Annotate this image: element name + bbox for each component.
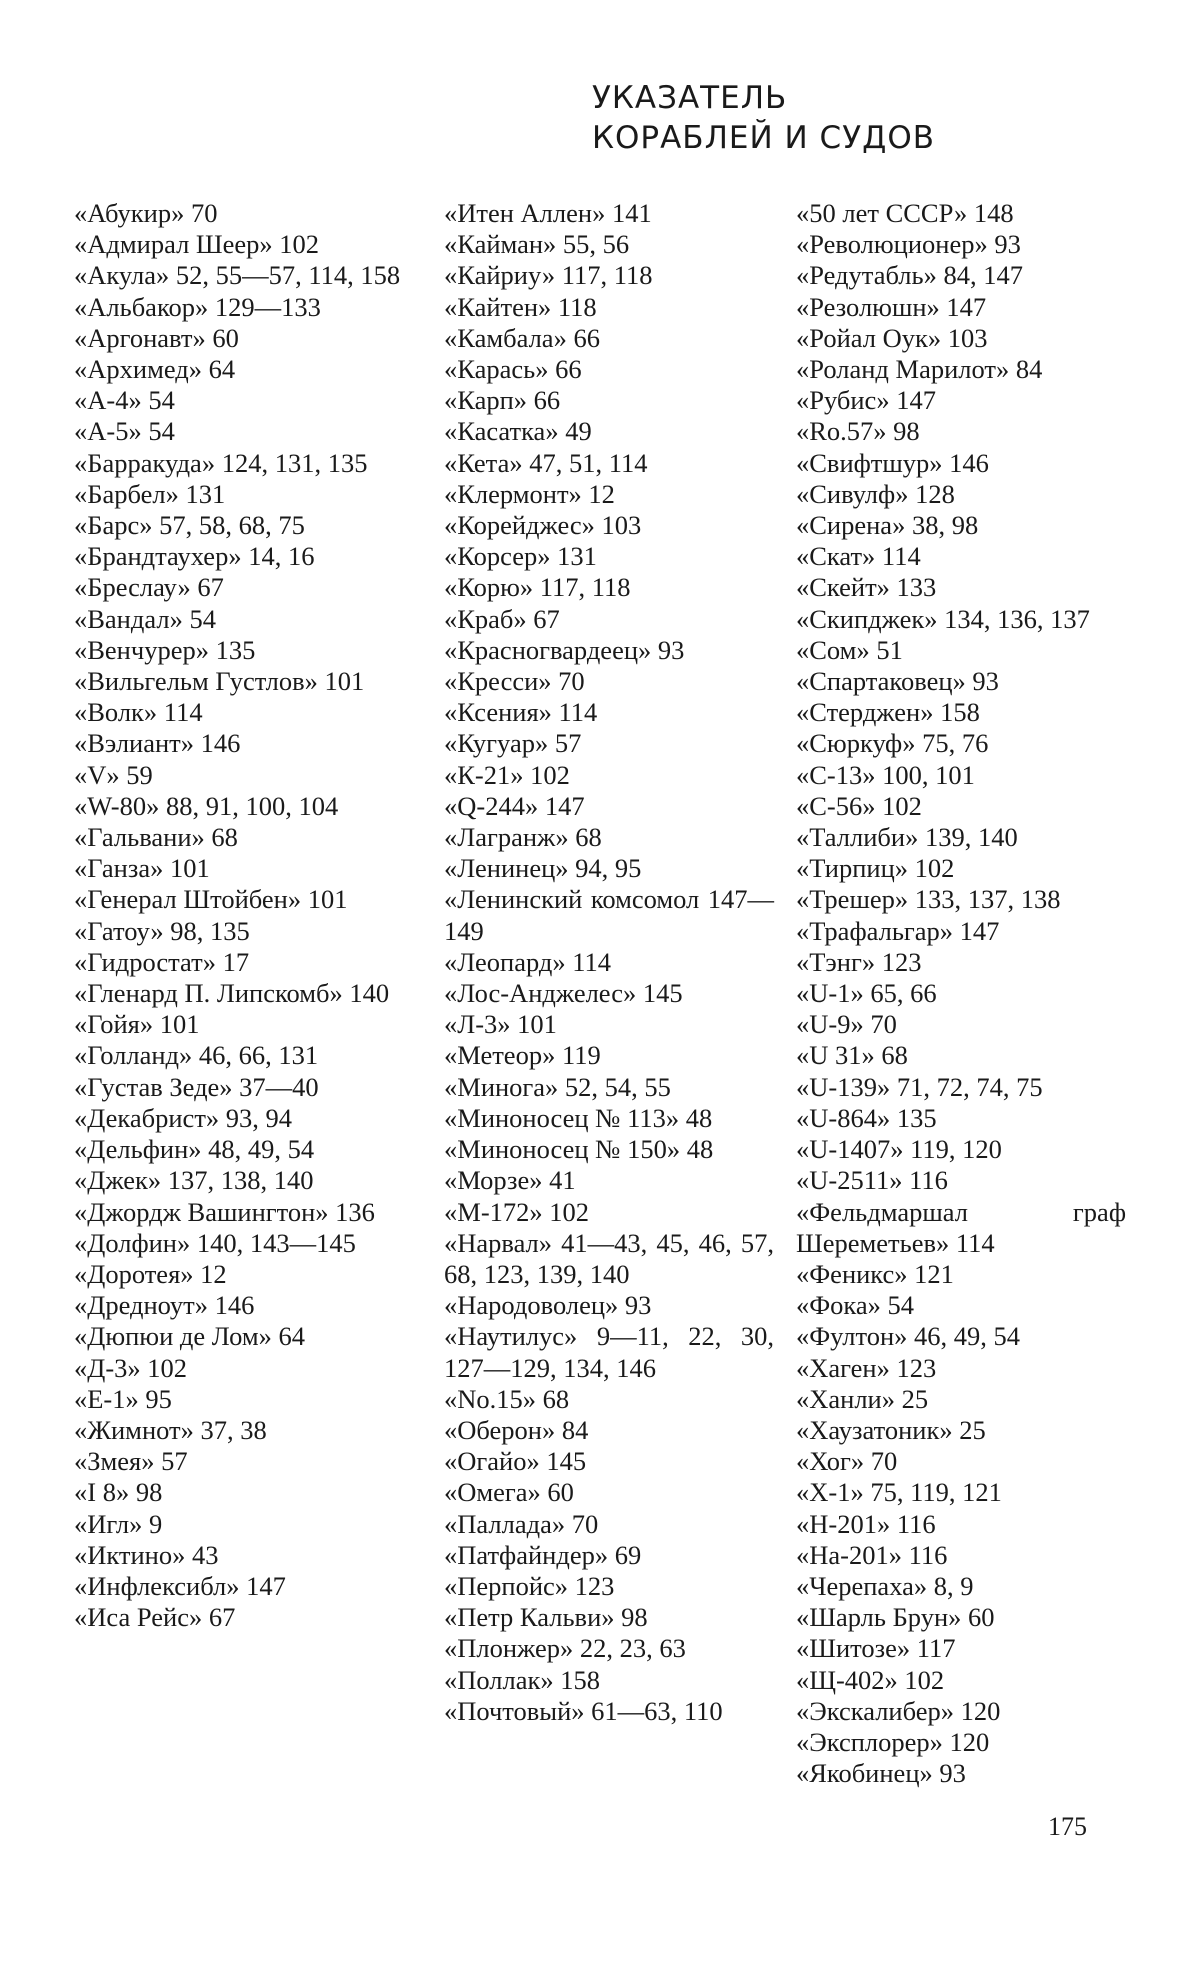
index-entry: «Перпойс» 123 bbox=[444, 1570, 615, 1601]
index-entry: «Ройал Оук» 103 bbox=[796, 322, 988, 353]
index-entry: «W-80» 88, 91, 100, 104 bbox=[74, 790, 339, 821]
page-number: 175 bbox=[1048, 1812, 1087, 1841]
index-entry: «U-1» 65, 66 bbox=[796, 978, 937, 1009]
index-entry: «А-5» 54 bbox=[74, 416, 175, 447]
index-entry: «Абукир» 70 bbox=[74, 198, 218, 228]
index-entry: «Морзе» 41 bbox=[444, 1165, 576, 1196]
index-entry: «Лагранж» 68 bbox=[444, 822, 602, 853]
index-entry: «Хог» 70 bbox=[796, 1446, 898, 1477]
index-entry: «К-21» 102 bbox=[444, 759, 570, 790]
index-entry: «Волк» 114 bbox=[74, 697, 203, 728]
index-entry: «Ленинский комсомол 147—149 bbox=[444, 884, 774, 946]
index-entry: «Тэнг» 123 bbox=[796, 946, 922, 977]
index-entry: «Декабрист» 93, 94 bbox=[74, 1102, 293, 1133]
index-entry: «Игл» 9 bbox=[74, 1508, 163, 1539]
index-entry: «Метеор» 119 bbox=[444, 1040, 601, 1071]
index-entry: «Хаузатоник» 25 bbox=[796, 1414, 986, 1445]
index-entry: «Клермонт» 12 bbox=[444, 478, 615, 509]
index-column-3 bbox=[796, 198, 1126, 1789]
index-entry: «Архимед» 64 bbox=[74, 354, 236, 385]
index-entry: «Краб» 67 bbox=[444, 603, 560, 634]
index-entry: «Скипджек» 134, 136, 137 bbox=[796, 603, 1090, 634]
index-entry: «Скейт» 133 bbox=[796, 572, 937, 603]
index-entry: «Адмирал Шеер» 102 bbox=[74, 229, 320, 260]
index-entry: «Ганза» 101 bbox=[74, 853, 210, 884]
index-entry: «Жимнот» 37, 38 bbox=[74, 1414, 267, 1445]
index-entry: «Паллада» 70 bbox=[444, 1508, 599, 1539]
index-entry: «Фока» 54 bbox=[796, 1290, 915, 1321]
index-entry: «Петр Кальви» 98 bbox=[444, 1602, 648, 1633]
index-entry: «Корю» 117, 118 bbox=[444, 572, 631, 603]
index-entry: «Плонжер» 22, 23, 63 bbox=[444, 1633, 686, 1664]
index-entry: «Доротея» 12 bbox=[74, 1258, 227, 1289]
index-entry: «Спартаковец» 93 bbox=[796, 666, 999, 697]
index-column-1 bbox=[74, 198, 402, 1633]
index-entry: «Х-1» 75, 119, 121 bbox=[796, 1477, 1002, 1508]
index-entry: «Фултон» 46, 49, 54 bbox=[796, 1321, 1021, 1352]
index-entry: «Дредноут» 146 bbox=[74, 1290, 255, 1321]
index-entry: «Кайтен» 118 bbox=[444, 291, 597, 322]
index-entry: «Огайо» 145 bbox=[444, 1446, 587, 1477]
index-entry: «Вандал» 54 bbox=[74, 603, 216, 634]
index-entry: «Лос-Анджелес» 145 bbox=[444, 978, 683, 1009]
index-entry: «Черепаха» 8, 9 bbox=[796, 1570, 974, 1601]
page-title bbox=[592, 78, 1072, 158]
index-entry: «Шитозе» 117 bbox=[796, 1633, 956, 1664]
index-entry: «U-864» 135 bbox=[796, 1102, 937, 1133]
index-entry: «Хаген» 123 bbox=[796, 1352, 937, 1383]
index-entry: «Брандтаухер» 14, 16 bbox=[74, 541, 315, 572]
index-entry: «Густав Зеде» 37—40 bbox=[74, 1071, 319, 1102]
index-entry: «Поллак» 158 bbox=[444, 1664, 600, 1695]
title-line-2: КОРАБЛЕЙ И СУДОВ bbox=[592, 120, 935, 156]
index-entry: «Вэлиант» 146 bbox=[74, 728, 241, 759]
index-entry: «Барбел» 131 bbox=[74, 478, 226, 509]
index-entry: «Роланд Марилот» 84 bbox=[796, 354, 1043, 385]
index-entry: «Патфайндер» 69 bbox=[444, 1539, 642, 1570]
index-entry: «Экскалибер» 120 bbox=[796, 1695, 1001, 1726]
index-entry: «Голланд» 46, 66, 131 bbox=[74, 1040, 319, 1071]
index-entry: «Джек» 137, 138, 140 bbox=[74, 1165, 314, 1196]
index-entry: «U-1407» 119, 120 bbox=[796, 1134, 1002, 1165]
index-entry: «Стерджен» 158 bbox=[796, 697, 980, 728]
index-entry: «Н-201» 116 bbox=[796, 1508, 936, 1539]
index-entry: «Резолюшн» 147 bbox=[796, 291, 987, 322]
index-entry: «Барракуда» 124, 131, 135 bbox=[74, 447, 368, 478]
index-entry: «Якобинец» 93 bbox=[796, 1758, 966, 1789]
index-entry: «Трешер» 133, 137, 138 bbox=[796, 884, 1061, 915]
index-entry: «U-9» 70 bbox=[796, 1009, 897, 1040]
index-entry: «Народоволец» 93 bbox=[444, 1290, 652, 1321]
index-entry: «I 8» 98 bbox=[74, 1477, 163, 1508]
index-entry: «Гленард П. Липскомб» 140 bbox=[74, 978, 390, 1009]
index-entry: «Q-244» 147 bbox=[444, 790, 585, 821]
index-entry: «Итен Аллен» 141 bbox=[444, 198, 652, 228]
index-entry: «Камбала» 66 bbox=[444, 322, 600, 353]
index-entry: «Кайман» 55, 56 bbox=[444, 229, 630, 260]
index-entry: «Кугуар» 57 bbox=[444, 728, 582, 759]
index-entry: «Миноносец № 150» 48 bbox=[444, 1134, 714, 1165]
index-entry: «50 лет СССР» 148 bbox=[796, 198, 1014, 228]
index-entry: «Сирена» 38, 98 bbox=[796, 510, 979, 541]
index-entry: «Инфлексибл» 147 bbox=[74, 1570, 286, 1601]
index-entry: «Иктино» 43 bbox=[74, 1539, 219, 1570]
index-entry: «А-4» 54 bbox=[74, 385, 175, 416]
index-entry: «Корейджес» 103 bbox=[444, 510, 642, 541]
index-entry: «Сивулф» 128 bbox=[796, 478, 955, 509]
index-entry: «Барс» 57, 58, 68, 75 bbox=[74, 510, 305, 541]
index-entry: «Вильгельм Густлов» 101 bbox=[74, 666, 365, 697]
index-entry: «Почтовый» 61—63, 110 bbox=[444, 1695, 723, 1726]
index-entry: «Гальвани» 68 bbox=[74, 822, 238, 853]
index-entry: «Дельфин» 48, 49, 54 bbox=[74, 1134, 315, 1165]
index-entry: «Дюпюи де Лом» 64 bbox=[74, 1321, 305, 1352]
index-entry: «Гидростат» 17 bbox=[74, 946, 250, 977]
index-entry: «Генерал Штойбен» 101 bbox=[74, 884, 348, 915]
index-entry: «Ксения» 114 bbox=[444, 697, 598, 728]
index-entry: «Рубис» 147 bbox=[796, 385, 936, 416]
index-entry: «Кайриу» 117, 118 bbox=[444, 260, 653, 291]
index-entry: «Бреслау» 67 bbox=[74, 572, 224, 603]
index-entry: «Революционер» 93 bbox=[796, 229, 1021, 260]
index-entry: «Гойя» 101 bbox=[74, 1009, 200, 1040]
index-entry: «Карась» 66 bbox=[444, 354, 582, 385]
index-entry: «С-56» 102 bbox=[796, 790, 922, 821]
title-line-1: УКАЗАТЕЛЬ bbox=[592, 80, 788, 116]
index-entry: «С-13» 100, 101 bbox=[796, 759, 975, 790]
index-entry: «Ro.57» 98 bbox=[796, 416, 920, 447]
index-entry: «U-2511» 116 bbox=[796, 1165, 948, 1196]
index-entry: «Долфин» 140, 143—145 bbox=[74, 1227, 356, 1258]
index-entry: «Трафальгар» 147 bbox=[796, 915, 1000, 946]
index-entry: «Леопард» 114 bbox=[444, 946, 612, 977]
index-entry: «Карп» 66 bbox=[444, 385, 561, 416]
index-entry: «Ленинец» 94, 95 bbox=[444, 853, 642, 884]
index-entry: «Сюркуф» 75, 76 bbox=[796, 728, 989, 759]
index-entry: «Л-3» 101 bbox=[444, 1009, 557, 1040]
index-entry: «Акула» 52, 55—57, 114, 158 bbox=[74, 260, 401, 291]
index-entry: «No.15» 68 bbox=[444, 1383, 570, 1414]
index-entry: «Джордж Вашингтон» 136 bbox=[74, 1196, 375, 1227]
index-entry: «Кресси» 70 bbox=[444, 666, 585, 697]
index-entry: «Редутабль» 84, 147 bbox=[796, 260, 1023, 291]
index-entry: «Наутилус» 9—11, 22, 30, 127—129, 134, 146 bbox=[444, 1321, 774, 1383]
index-entry: «Миноносец № 113» 48 bbox=[444, 1102, 713, 1133]
index-entry: «Фельдмаршал граф Шереметьев» 114 bbox=[796, 1196, 1126, 1258]
index-entry: «Шарль Брун» 60 bbox=[796, 1602, 995, 1633]
index-entry: «Д-3» 102 bbox=[74, 1352, 188, 1383]
index-column-2 bbox=[444, 198, 774, 1727]
index-entry: «Иса Рейс» 67 bbox=[74, 1602, 236, 1633]
index-entry: «Феникс» 121 bbox=[796, 1258, 954, 1289]
index-entry: «Оберон» 84 bbox=[444, 1414, 589, 1445]
index-entry: «Нарвал» 41—43, 45, 46, 57, 68, 123, 139, 140 bbox=[444, 1227, 774, 1289]
index-entry: «На-201» 116 bbox=[796, 1539, 948, 1570]
index-entry: «М-172» 102 bbox=[444, 1196, 590, 1227]
index-entry: «Щ-402» 102 bbox=[796, 1664, 945, 1695]
index-entry: «Корсер» 131 bbox=[444, 541, 597, 572]
index-entry: «U-139» 71, 72, 74, 75 bbox=[796, 1071, 1043, 1102]
index-entry: «Альбакор» 129—133 bbox=[74, 291, 321, 322]
index-entry: «Красногвардеец» 93 bbox=[444, 634, 685, 665]
index-entry: «Тирпиц» 102 bbox=[796, 853, 955, 884]
index-entry: «V» 59 bbox=[74, 759, 153, 790]
index-entry: «Касатка» 49 bbox=[444, 416, 592, 447]
index-entry: «Кета» 47, 51, 114 bbox=[444, 447, 648, 478]
index-entry: «Таллиби» 139, 140 bbox=[796, 822, 1018, 853]
index-entry: «Змея» 57 bbox=[74, 1446, 188, 1477]
index-entry: «Скат» 114 bbox=[796, 541, 921, 572]
index-entry: «Аргонавт» 60 bbox=[74, 322, 239, 353]
index-entry: «Омега» 60 bbox=[444, 1477, 574, 1508]
index-entry: «Е-1» 95 bbox=[74, 1383, 172, 1414]
index-entry: «Ханли» 25 bbox=[796, 1383, 929, 1414]
index-entry: «Свифтшур» 146 bbox=[796, 447, 989, 478]
index-entry: «Минога» 52, 54, 55 bbox=[444, 1071, 671, 1102]
index-entry: «Гатоу» 98, 135 bbox=[74, 915, 250, 946]
index-entry: «Сом» 51 bbox=[796, 634, 903, 665]
index-entry: «Эксплорер» 120 bbox=[796, 1726, 990, 1757]
index-entry: «Венчурер» 135 bbox=[74, 634, 256, 665]
index-entry: «U 31» 68 bbox=[796, 1040, 908, 1071]
